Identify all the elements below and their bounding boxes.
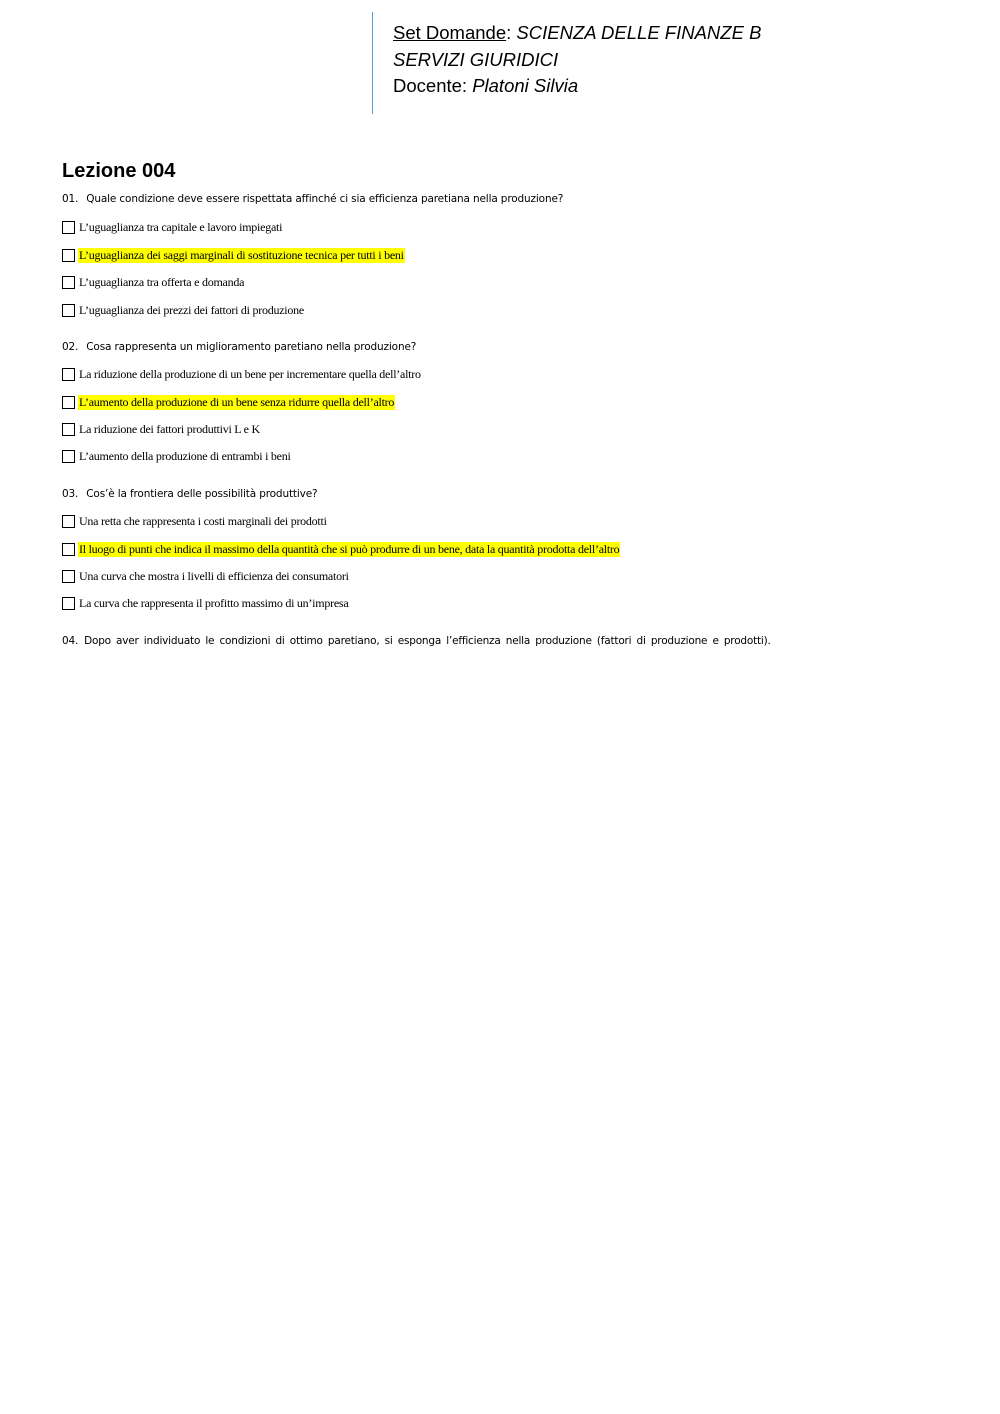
set-line	[393, 20, 872, 47]
answer-text: L’uguaglianza tra offerta e domanda	[79, 274, 245, 289]
answer-checkbox[interactable]	[62, 304, 75, 317]
answer-checkbox[interactable]	[62, 515, 75, 528]
answer-checkbox[interactable]	[62, 423, 75, 436]
question-text: Quale condizione deve essere rispettata affinché ci sia efficienza paretiana nella produzione?	[86, 193, 564, 205]
answer-text: L’aumento della produzione di entrambi i beni	[79, 448, 291, 463]
set-label: Set Domande	[393, 22, 507, 43]
question-text: Cos’è la frontiera delle possibilità produttive?	[86, 488, 318, 500]
question-02	[62, 341, 416, 353]
question-04	[62, 635, 771, 647]
answer-text: Una curva che mostra i livelli di efficienza dei consumatori	[79, 568, 349, 583]
answer-text: La curva che rappresenta il profitto massimo di un’impresa	[79, 595, 349, 610]
answer-option[interactable]	[62, 595, 349, 611]
answer-text-highlighted: L’uguaglianza dei saggi marginali di sostituzione tecnica per tutti i beni	[79, 247, 404, 262]
answer-checkbox[interactable]	[62, 249, 75, 262]
answer-text: La riduzione dei fattori produttivi L e K	[79, 421, 260, 436]
course-title-line1: SCIENZA DELLE FINANZE B	[516, 22, 762, 43]
question-text: Cosa rappresenta un miglioramento paretiano nella produzione?	[86, 341, 417, 353]
answer-option[interactable]	[62, 274, 245, 290]
answer-option[interactable]	[62, 541, 620, 557]
answer-checkbox[interactable]	[62, 450, 75, 463]
question-text: Dopo aver individuato le condizioni di ottimo paretiano, si esponga l’efficienza nella produzione (fattori di produzione e prodotti).	[84, 635, 771, 647]
question-number: 04.	[62, 635, 79, 647]
answer-option[interactable]	[62, 247, 405, 263]
answer-option[interactable]	[62, 394, 395, 410]
course-line2	[393, 47, 872, 74]
set-separator: :	[506, 22, 512, 43]
answer-text: L’uguaglianza dei prezzi dei fattori di produzione	[79, 302, 304, 317]
teacher-line	[393, 73, 872, 100]
answer-checkbox[interactable]	[62, 597, 75, 610]
course-title-line2: SERVIZI GIURIDICI	[393, 48, 559, 70]
answer-option[interactable]	[62, 448, 292, 464]
answer-option[interactable]	[62, 513, 328, 529]
answer-text: L’uguaglianza tra capitale e lavoro impiegati	[79, 219, 283, 234]
question-number: 03.	[62, 488, 79, 500]
answer-checkbox[interactable]	[62, 543, 75, 556]
answer-checkbox[interactable]	[62, 368, 75, 381]
question-number: 02.	[62, 341, 79, 353]
answer-checkbox[interactable]	[62, 221, 75, 234]
answer-checkbox[interactable]	[62, 396, 75, 409]
document-header	[372, 12, 872, 114]
answer-text: Una retta che rappresenta i costi marginali dei prodotti	[79, 513, 327, 528]
answer-option[interactable]	[62, 568, 350, 584]
answer-option[interactable]	[62, 366, 422, 382]
answer-text-highlighted: Il luogo di punti che indica il massimo della quantità che si può produrre di un bene, data la quantità prodotta dell’altro	[79, 541, 620, 556]
answer-checkbox[interactable]	[62, 570, 75, 583]
question-01	[62, 193, 563, 205]
answer-text-highlighted: L’aumento della produzione di un bene senza ridurre quella dell’altro	[79, 394, 395, 409]
teacher-label: Docente:	[393, 75, 468, 96]
answer-option[interactable]	[62, 302, 305, 318]
question-number: 01.	[62, 193, 79, 205]
answer-option[interactable]	[62, 421, 261, 437]
question-03	[62, 488, 317, 500]
answer-checkbox[interactable]	[62, 276, 75, 289]
teacher-name: Platoni Silvia	[472, 75, 579, 96]
lesson-title: Lezione 004	[62, 160, 176, 182]
answer-text: La riduzione della produzione di un bene per incrementare quella dell’altro	[79, 366, 421, 381]
answer-option[interactable]	[62, 219, 283, 235]
